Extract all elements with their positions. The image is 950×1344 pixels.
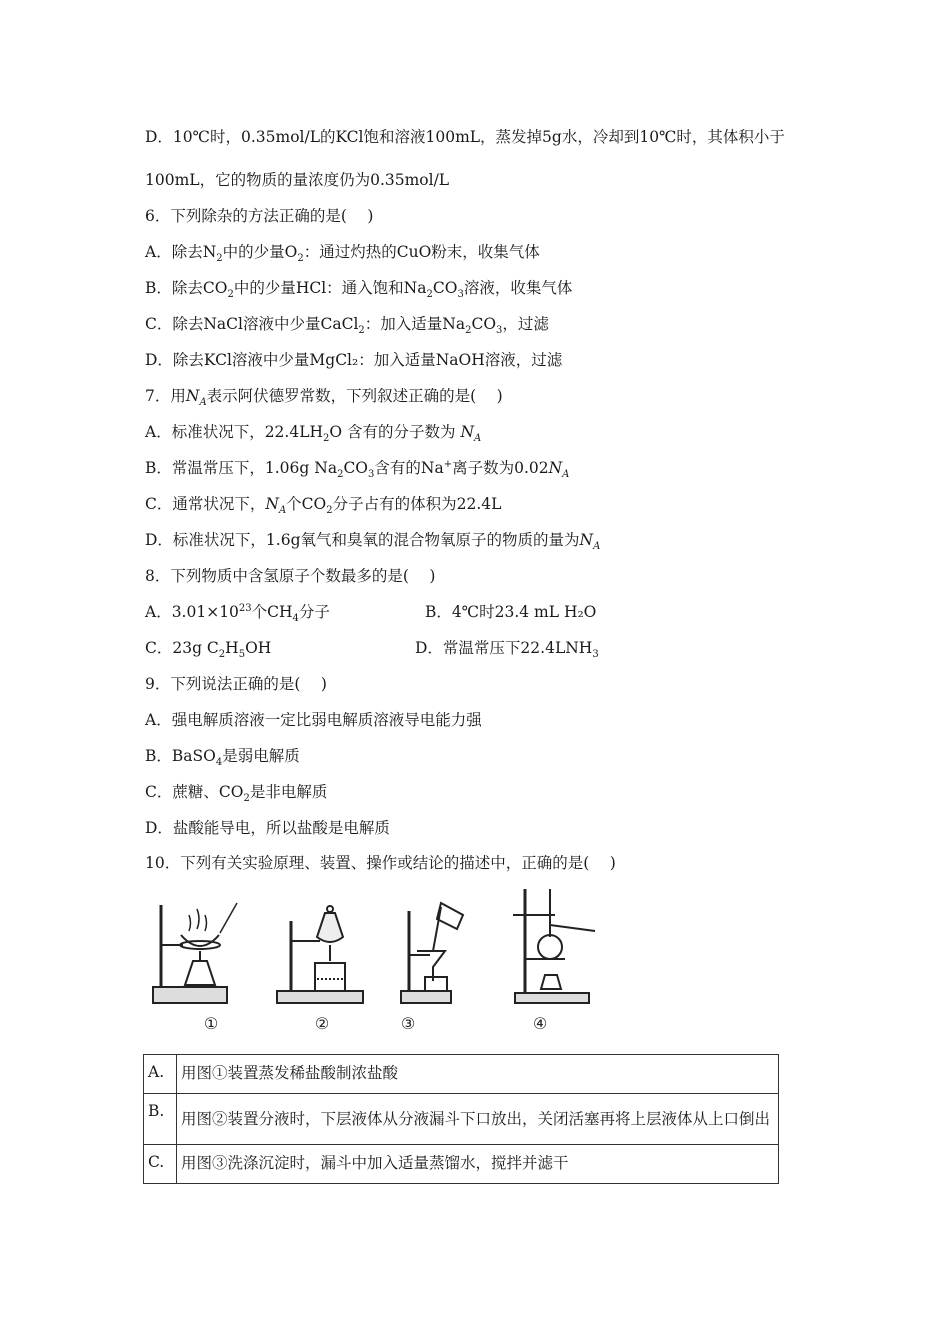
q7-stem: 7．用$N_A$表示阿伏德罗常数，下列叙述正确的是( ) <box>145 387 503 409</box>
q7-option-b: B．常温常压下，1.06g $Na_2CO_3$含有的Na+离子数为$0.02N_A$ <box>145 458 570 481</box>
option-text: 用图③洗涤沉淀时，漏斗中加入适量蒸馏水，搅拌并滤干 <box>177 1145 779 1184</box>
option-text: 用图①装置蒸发稀盐酸制浓盐酸 <box>177 1055 779 1094</box>
q7-option-c: C．通常状况下，$N_A$个$CO_2$分子占有的体积为22.4L <box>145 495 502 517</box>
figure-3-label: ③ <box>400 1014 416 1033</box>
q9-option-d: D．盐酸能导电，所以盐酸是电解质 <box>145 819 390 837</box>
figure-2-label: ② <box>314 1014 330 1033</box>
q6-option-b: B．除去$CO_2$中的少量HCl：通入饱和$Na_2CO_3$溶液，收集气体 <box>145 279 573 301</box>
figure-1-evaporation <box>153 903 237 1003</box>
q8-option-d: D．常温常压下$22.4LNH_3$ <box>415 639 599 661</box>
q7-option-a: A．标准状况下，$22.4LH_2O$ 含有的分子数为 $N_A$ <box>145 423 482 445</box>
q6-option-d: D．除去KCl溶液中少量MgCl₂：加入适量NaOH溶液，过滤 <box>145 351 563 369</box>
q7-option-d: D．标准状况下，1.6g氧气和臭氧的混合物氧原子的物质的量为$N_A$ <box>145 531 601 553</box>
q5-option-d-line2: 100mL，它的物质的量浓度仍为0.35mol/L <box>145 171 450 189</box>
q10-options-table <box>143 1054 779 1184</box>
option-key: C. <box>144 1145 177 1184</box>
q8-option-a: A．$3.01\times 10^{23}$个$CH_4$分子 <box>145 602 330 625</box>
figure-3-filtration <box>401 903 463 1003</box>
option-key: A. <box>144 1055 177 1094</box>
q8-stem: 8．下列物质中含氢原子个数最多的是( ) <box>145 567 436 585</box>
option-text: 用图②装置分液时，下层液体从分液漏斗下口放出，关闭活塞再将上层液体从上口倒出 <box>177 1094 779 1145</box>
figure-4-label: ④ <box>532 1014 548 1033</box>
q6-stem: 6．下列除杂的方法正确的是( ) <box>145 207 374 225</box>
q8-option-b: B．4℃时23.4 mL H₂O <box>425 603 597 621</box>
q8-option-c: C．23g $C_2H_5OH$ <box>145 639 272 661</box>
table-row <box>144 1055 779 1094</box>
q9-stem: 9．下列说法正确的是( ) <box>145 675 327 693</box>
option-key: B. <box>144 1094 177 1145</box>
q9-option-a: A．强电解质溶液一定比弱电解质溶液导电能力强 <box>145 711 482 729</box>
figure-2-separatory-funnel <box>277 906 363 1003</box>
q6-option-a: A．除去$N_2$中的少量$O_2$：通过灼热的CuO粉末，收集气体 <box>145 243 540 265</box>
figure-1-label: ① <box>203 1014 219 1033</box>
figure-4-distillation <box>513 889 595 1003</box>
q9-option-c: C．蔗糖、$CO_2$是非电解质 <box>145 783 328 805</box>
table-row <box>144 1145 779 1184</box>
table-row <box>144 1094 779 1145</box>
q6-option-c: C．除去NaCl溶液中少量CaCl$_2$：加入适量$Na_2CO_3$，过滤 <box>145 315 549 337</box>
q10-stem: 10．下列有关实验原理、装置、操作或结论的描述中，正确的是( ) <box>145 854 616 872</box>
apparatus-figures <box>145 885 615 1035</box>
q9-option-b: B．BaSO$_4$是弱电解质 <box>145 747 300 769</box>
q5-option-d-line1: D．10℃时，0.35mol/L的KCl饱和溶液100mL，蒸发掉5g水，冷却到10℃时，其体积小于 <box>145 128 785 146</box>
